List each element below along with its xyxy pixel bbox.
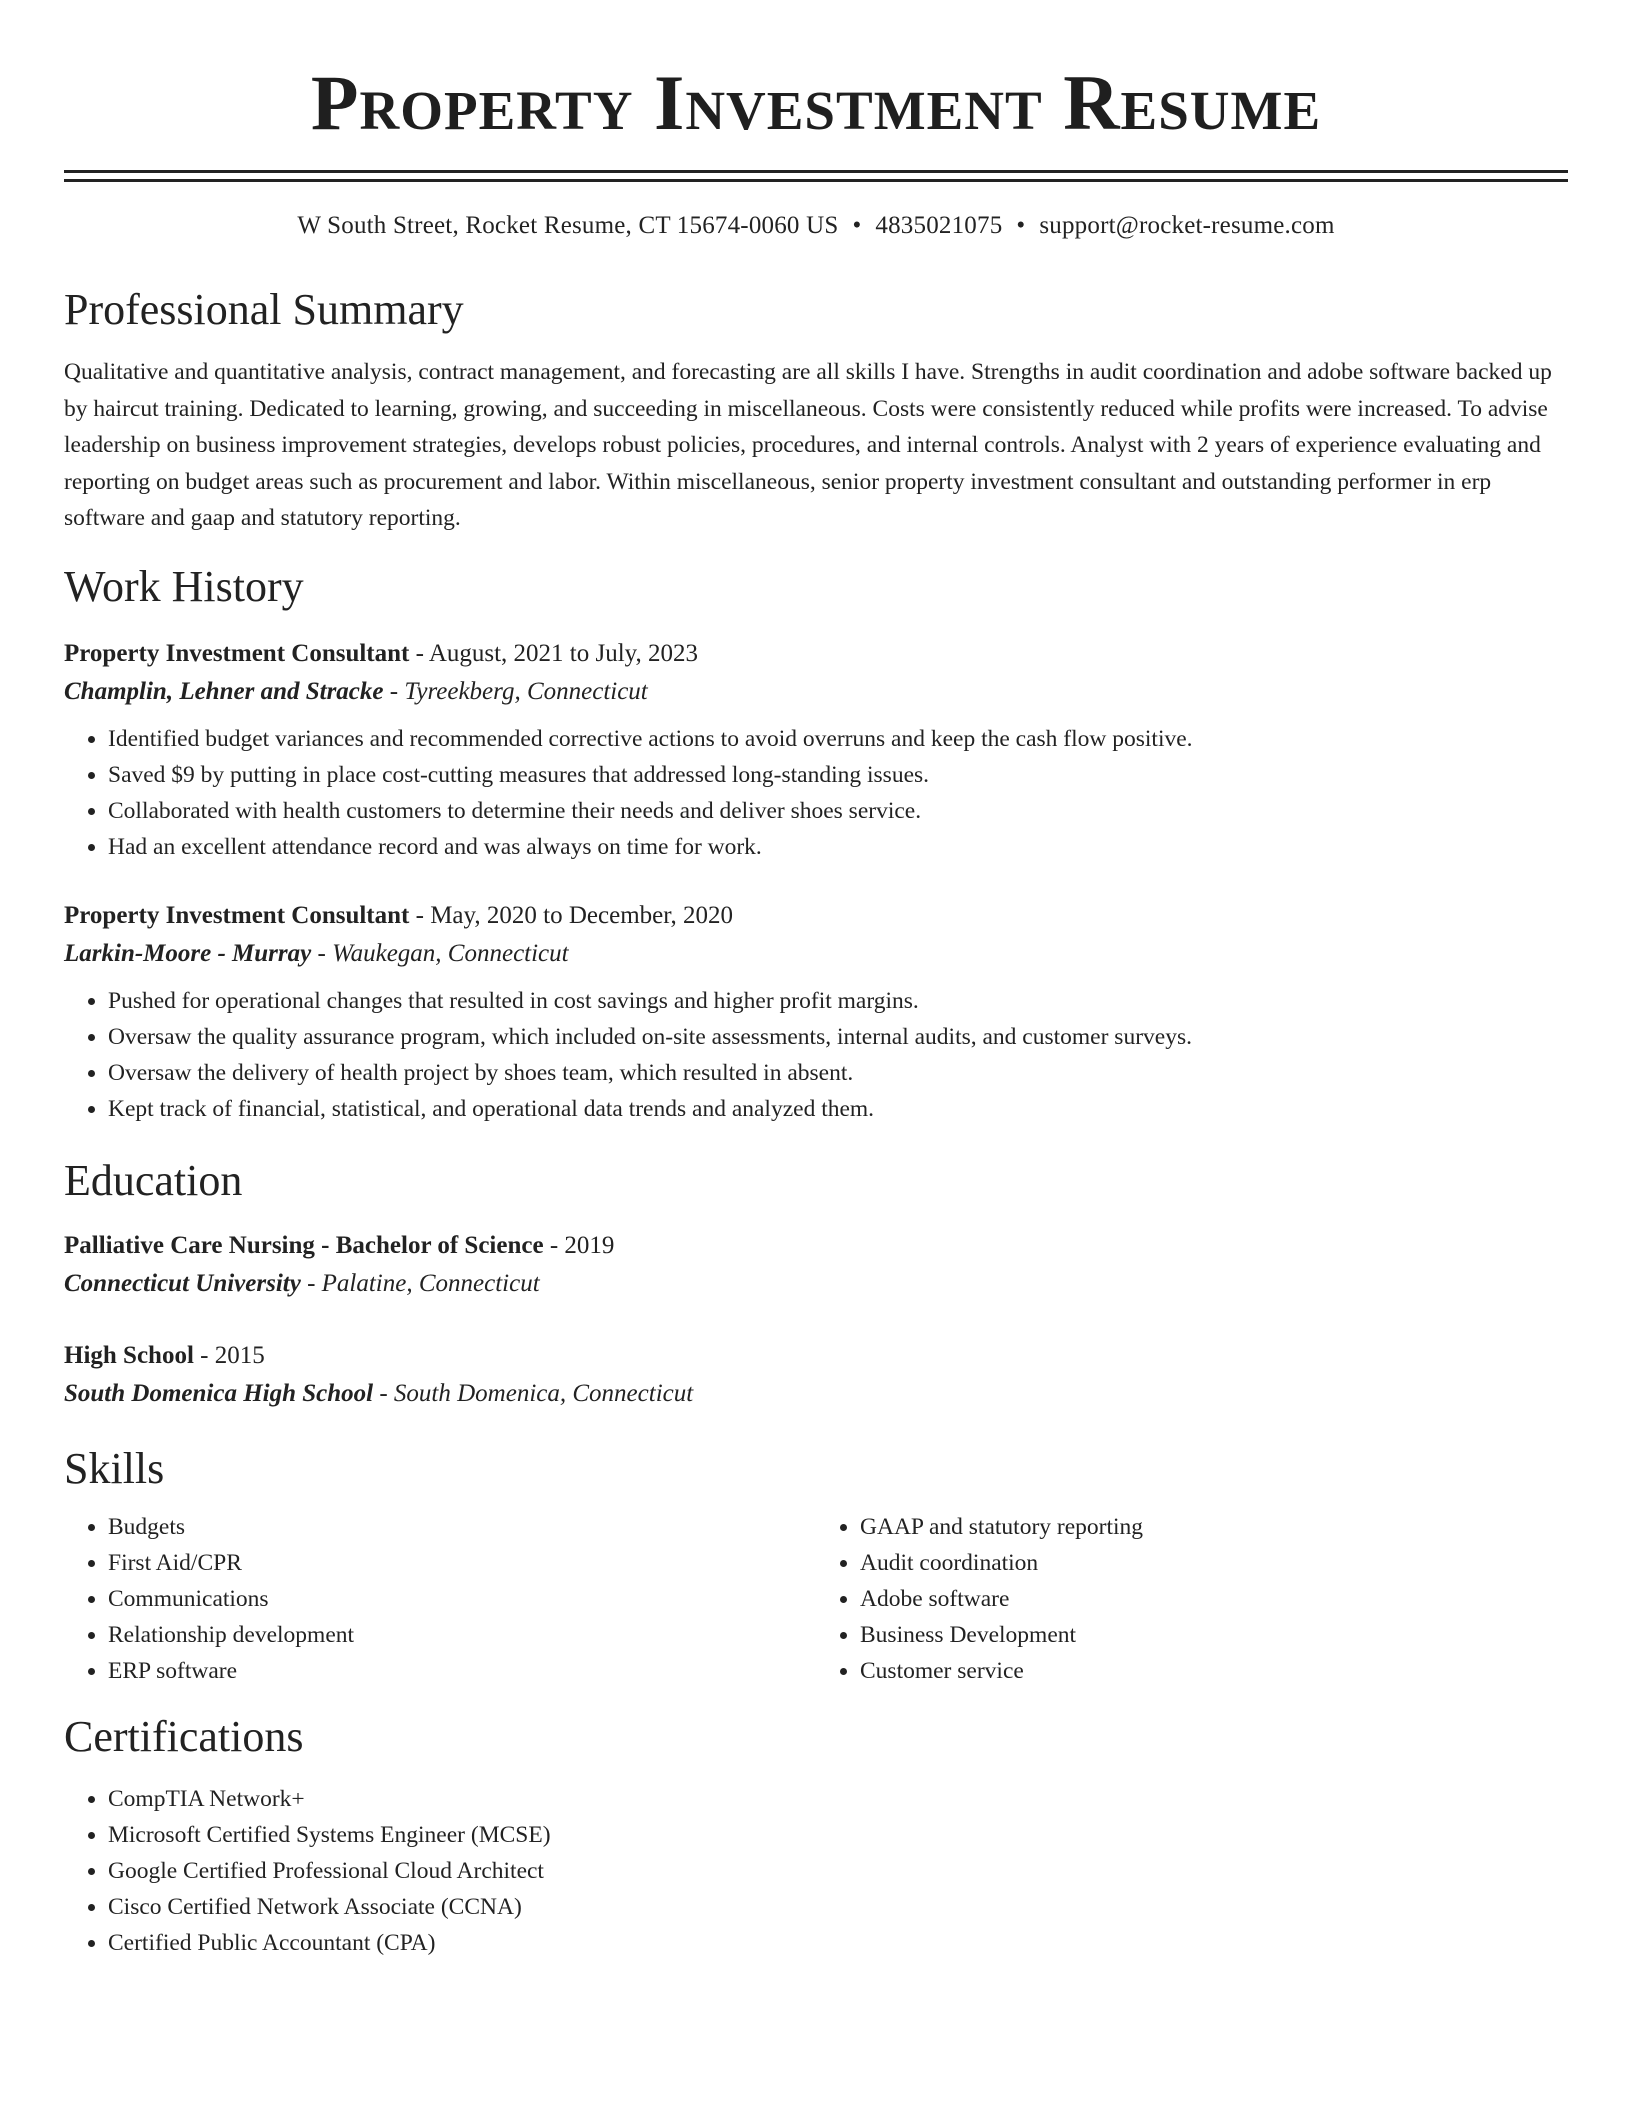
education-entry <box>64 1227 1568 1303</box>
skill-item: • ERP software <box>108 1653 816 1689</box>
skills-left-column <box>64 1509 816 1689</box>
contact-email: support@rocket-resume.com <box>1039 212 1335 239</box>
certification-item: • Google Certified Professional Cloud Architect <box>108 1853 1568 1889</box>
certification-item: • Microsoft Certified Systems Engineer (MCSE) <box>108 1817 1568 1853</box>
skill-item: • Audit coordination <box>860 1545 1568 1581</box>
school-location: - Palatine, Connecticut <box>300 1269 540 1297</box>
job-entry <box>64 635 1568 865</box>
job-title: Property Investment Consultant <box>64 901 410 929</box>
job-dates: - May, 2020 to December, 2020 <box>409 901 734 929</box>
list-item: • Identified budget variances and recommended corrective actions to avoid overruns and keep the cash flow positive. <box>108 721 1568 757</box>
skills-right-column <box>816 1509 1568 1689</box>
list-item: • Oversaw the quality assurance program, which included on-site assessments, internal audits, and customer surveys. <box>108 1019 1568 1055</box>
summary-heading: Professional Summary <box>64 285 464 334</box>
summary-text: Qualitative and quantitative analysis, contract management, and forecasting are all skills I have. Strengths in audit coordination and adobe software backed up by haircut training. Dedicated to learning, growing, and succeeding in miscellaneous. Costs were consistently reduced while profits were increased. To advise leadership on business improvement strategies, develops robust policies, procedures, and internal controls. Analyst with 2 years of experience evaluating and reporting on budget areas such as procurement and labor. Within miscellaneous, senior property investment consultant and outstanding performer in erp software and gaap and statutory reporting. <box>64 359 1552 531</box>
skill-item: • Budgets <box>108 1509 816 1545</box>
list-item: • Kept track of financial, statistical, and operational data trends and analyzed them. <box>108 1091 1568 1127</box>
skill-item: • Customer service <box>860 1653 1568 1689</box>
work-history-heading: Work History <box>64 561 304 611</box>
certification-item: • CompTIA Network+ <box>108 1781 1568 1817</box>
job-location: - Tyreekberg, Connecticut <box>383 677 648 705</box>
job-dates: - August, 2021 to July, 2023 <box>409 639 699 667</box>
resume-title: Property Investment Resume <box>310 59 1322 146</box>
certifications-list <box>64 1781 1568 1961</box>
list-item: • Pushed for operational changes that resulted in cost savings and higher profit margins. <box>108 983 1568 1019</box>
certification-item: • Cisco Certified Network Associate (CCNA) <box>108 1889 1568 1925</box>
certifications-heading: Certifications <box>64 1711 304 1761</box>
list-item: • Had an excellent attendance record and was always on time for work. <box>108 829 1568 865</box>
skill-item: • Relationship development <box>108 1617 816 1653</box>
education-heading: Education <box>64 1155 243 1205</box>
contact-phone: 4835021075 <box>875 212 1003 239</box>
graduation-year: - 2015 <box>193 1341 265 1369</box>
skill-item: • GAAP and statutory reporting <box>860 1509 1568 1545</box>
job-bullets <box>64 983 1568 1127</box>
job-company-line <box>64 935 1568 973</box>
skill-item: • Adobe software <box>860 1581 1568 1617</box>
job-location: - Waukegan, Connecticut <box>311 939 569 967</box>
job-title: Property Investment Consultant <box>64 639 410 667</box>
list-item: • Collaborated with health customers to determine their needs and deliver shoes service. <box>108 793 1568 829</box>
degree-line <box>64 1337 1568 1375</box>
job-company-line <box>64 673 1568 711</box>
graduation-year: - 2019 <box>543 1231 615 1259</box>
school-location: - South Domenica, Connecticut <box>373 1379 694 1407</box>
contact-separator: • <box>1016 212 1026 239</box>
contact-address: W South Street, Rocket Resume, CT 15674-0060 US <box>297 212 839 239</box>
job-company: Larkin-Moore - Murray <box>64 939 312 967</box>
skill-item: • First Aid/CPR <box>108 1545 816 1581</box>
skill-item: • Business Development <box>860 1617 1568 1653</box>
degree: Palliative Care Nursing - Bachelor of Science <box>64 1231 544 1259</box>
job-bullets <box>64 721 1568 865</box>
job-title-line <box>64 897 1568 935</box>
education-entry <box>64 1337 1568 1413</box>
job-title-line <box>64 635 1568 673</box>
skills-grid <box>64 1509 1568 1689</box>
contact-line <box>64 212 1568 240</box>
job-company: Champlin, Lehner and Stracke <box>64 677 384 705</box>
school-line <box>64 1375 1568 1413</box>
degree: High School <box>64 1341 194 1369</box>
list-item: • Saved $9 by putting in place cost-cutting measures that addressed long-standing issues. <box>108 757 1568 793</box>
school-line <box>64 1265 1568 1303</box>
school: Connecticut University <box>64 1269 301 1297</box>
list-item: • Oversaw the delivery of health project by shoes team, which resulted in absent. <box>108 1055 1568 1091</box>
skills-heading: Skills <box>64 1443 165 1493</box>
contact-separator: • <box>852 212 862 239</box>
title-double-rule <box>64 170 1568 182</box>
skill-item: • Communications <box>108 1581 816 1617</box>
job-entry <box>64 897 1568 1127</box>
degree-line <box>64 1227 1568 1265</box>
school: South Domenica High School <box>64 1379 374 1407</box>
certification-item: • Certified Public Accountant (CPA) <box>108 1925 1568 1961</box>
